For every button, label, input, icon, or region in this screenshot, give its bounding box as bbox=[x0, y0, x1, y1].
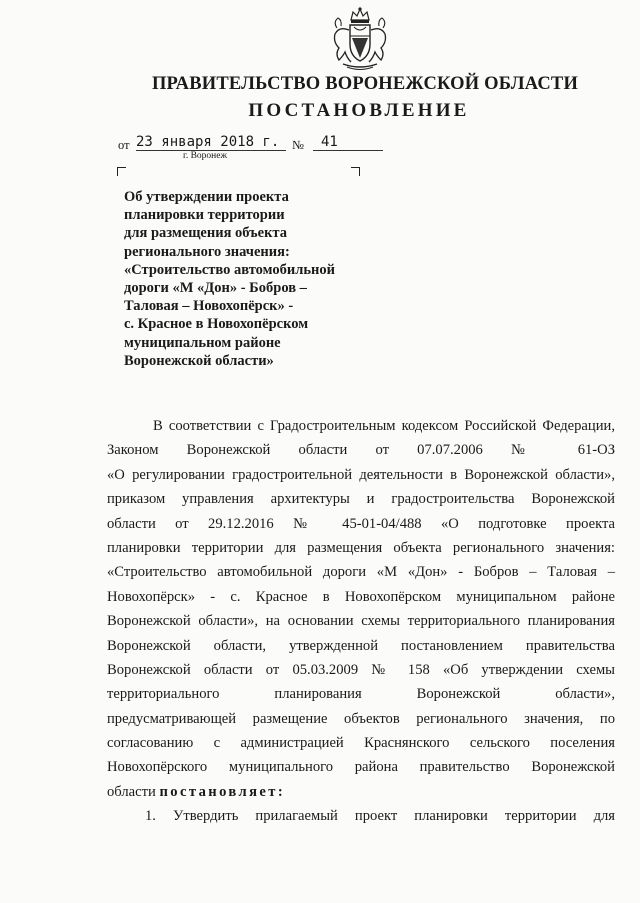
body-line: Воронежской области от 05.03.2009 № 158 «Об утверждении схемы bbox=[107, 661, 615, 678]
body-line: области от 29.12.2016 № 45-01-04/488 «О подготовке проекта bbox=[107, 515, 615, 532]
number-label: № bbox=[292, 138, 304, 152]
body-line: Новохопёрск» - с. Красное в Новохопёрском муниципальном районе bbox=[107, 588, 615, 605]
resolution-body bbox=[107, 414, 615, 829]
from-label: от bbox=[118, 138, 130, 152]
body-line: приказом управления архитектуры и градостроительства Воронежской bbox=[107, 491, 615, 508]
bracket-corner-left bbox=[117, 167, 126, 176]
body-line: территориального планирования Воронежской области», bbox=[107, 686, 615, 703]
item-1: 1. Утвердить прилагаемый проект планировки территории для bbox=[145, 808, 615, 825]
body-line: согласованию с администрацией Краснянского сельского поселения bbox=[107, 735, 615, 752]
document-type-title: ПОСТАНОВЛЕНИЕ bbox=[248, 100, 470, 121]
body-last-prefix: области bbox=[107, 783, 156, 800]
subject-line: Таловая – Новохопёрск» - bbox=[124, 298, 294, 315]
body-line: В соответствии с Градостроительным кодексом Российской Федерации, bbox=[153, 418, 615, 434]
subject-line: «Строительство автомобильной bbox=[124, 261, 335, 278]
bracket-corner-right bbox=[351, 167, 360, 176]
body-line-final bbox=[107, 780, 615, 804]
body-line: «О регулировании градостроительной деятельности в Воронежской области», bbox=[107, 466, 615, 483]
document-date: 23 января 2018 г. bbox=[136, 134, 286, 151]
resolution-subject bbox=[124, 188, 364, 370]
subject-line: с. Красное в Новохопёрском bbox=[124, 316, 309, 333]
body-line: предусматривающей размещение объектов регионального значения, по bbox=[107, 710, 615, 727]
subject-line: Воронежской области» bbox=[124, 352, 274, 369]
body-line: «Строительство автомобильной дороги «М «Дон» - Бобров – Таловая – bbox=[107, 564, 615, 581]
government-title: ПРАВИТЕЛЬСТВО ВОРОНЕЖСКОЙ ОБЛАСТИ bbox=[151, 74, 579, 94]
subject-line: для размещения объекта bbox=[124, 225, 287, 242]
subject-line: дороги «М «Дон» - Бобров – bbox=[124, 280, 307, 297]
body-line: Воронежской области», на основании схемы территориального планирования bbox=[107, 613, 615, 630]
subject-line: Об утверждении проекта bbox=[124, 189, 289, 205]
date-number-line bbox=[118, 134, 368, 156]
resolves-keyword: постановляет: bbox=[159, 783, 286, 800]
document-number: 41 bbox=[313, 134, 383, 151]
body-line: Воронежской области, утвержденной постановлением правительства bbox=[107, 637, 615, 654]
body-line: Новохопёрского муниципального района правительство Воронежской bbox=[107, 759, 615, 776]
subject-line: планировки территории bbox=[124, 207, 285, 224]
subject-line: регионального значения: bbox=[124, 243, 290, 260]
city-label: г. Воронеж bbox=[183, 151, 228, 161]
body-line: Законом Воронежской области от 07.07.2006 № 61-ОЗ bbox=[107, 442, 615, 459]
body-line: планировки территории для размещения объекта регионального значения: bbox=[107, 539, 615, 556]
subject-line: муниципальном районе bbox=[124, 334, 281, 351]
coat-of-arms-emblem bbox=[329, 6, 391, 72]
